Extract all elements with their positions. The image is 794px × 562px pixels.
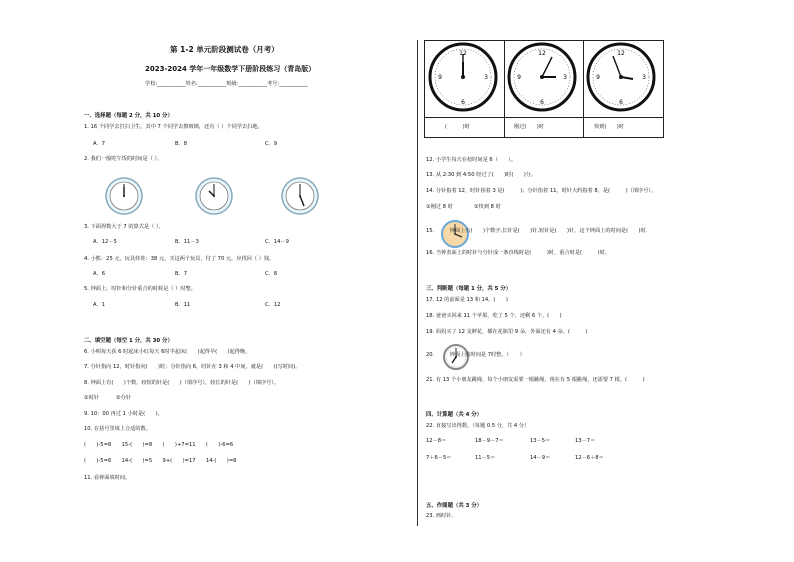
table-clock-2-icon: [507, 42, 577, 112]
question-2: 2. 我们一般吃午饭的时间是（ ）。: [84, 156, 163, 162]
q4-option-b: B．7: [175, 271, 188, 277]
svg-text:6: 6: [619, 99, 623, 106]
question-3: 3. 下面得数大于 7 的算式是（ ）。: [84, 224, 164, 230]
table-cell-3: 快到( )时: [594, 124, 624, 130]
question-16: 16. 当钟表面上的时针与分针成一条直线时是( )时，重合时是( )时。: [426, 250, 610, 256]
calc-item: 11－5＝: [475, 455, 496, 461]
calc-item: 12－8＝: [426, 438, 447, 444]
section-5-header: 五、作图题（共 3 分）: [426, 503, 483, 509]
q5-option-b: B．11: [175, 302, 191, 308]
calc-item: 18－9－7＝: [475, 438, 504, 444]
calc-item: 14－9＝: [530, 455, 551, 461]
q3-option-c: C．14－9: [265, 239, 289, 245]
svg-text:6: 6: [461, 99, 465, 106]
q8-option-1: ①时针: [84, 395, 100, 401]
calc-item: 13－5＝: [530, 438, 551, 444]
column-divider: [417, 40, 418, 526]
question-14: 14. 分针指着 12，时针指着 3 是( )；分针指着 11，时针大约指着 8，是( )（填序号）。: [426, 188, 657, 194]
q10-row-1: ( )-5=8 15-( )=8 ( )+7=11 ( )-6=6: [84, 442, 234, 448]
q1-option-b: B．8: [175, 141, 188, 147]
question-20: 20. 钟面上的时间是 7时整。（ ）: [426, 352, 525, 358]
q14-option-1: ①刚过 8 时: [426, 204, 453, 210]
q2-clock-c-icon: [280, 176, 320, 216]
q10-row-2: ( )-5=6 14-( )=5 9+( )=17 14-( )=8: [84, 458, 237, 464]
question-19: 19. 妈妈买了 12 支鲜花，插在花瓶里 9 朵，外面还有 4 朵。( ): [426, 329, 588, 335]
section-2-header: 二、填空题（每空 1 分，共 30 分）: [84, 338, 173, 344]
question-12: 12. 小学生每天在校时间是 6（ ）。: [426, 157, 517, 163]
q5-option-c: C．12: [265, 302, 281, 308]
q3-option-b: B．11－3: [175, 239, 199, 245]
page-title: 第 1-2 单元阶段测试卷（月考）: [170, 45, 279, 54]
student-info-line: 学校:___________姓名:___________班级:___________考号:___________: [145, 81, 308, 87]
calc-item: 7＋6－5＝: [426, 455, 452, 461]
svg-text:3: 3: [484, 74, 488, 81]
svg-text:9: 9: [517, 74, 521, 81]
question-18: 18. 爸爸买回来 11 个苹果，吃了 5 个，还剩 6 个。( ): [426, 313, 562, 319]
svg-text:6: 6: [540, 99, 544, 106]
question-9: 9. 10：00 再过 1 小时是( )。: [84, 411, 163, 417]
q2-clock-b-icon: [194, 176, 234, 216]
question-4: 4. 小熊：25 元，玩具娃娃：38 元，买这两个玩具，付了 70 元，应找回（ ）钱。: [84, 256, 275, 262]
calc-item: 13－7＝: [575, 438, 596, 444]
q1-option-a: A．7: [93, 141, 106, 147]
svg-text:12: 12: [617, 50, 625, 57]
question-8: 8. 钟面上有( )个数，较短的针是( )（填序号），较长的针是( )（填序号）。: [84, 380, 280, 386]
table-cell-2: 刚过( )时: [514, 124, 544, 130]
q3-option-a: A．12－5: [93, 239, 117, 245]
table-cell-1: ( )时: [445, 124, 470, 130]
question-13: 13. 从 2:30 到 4:50 经过了( )时( )分。: [426, 172, 537, 178]
question-1: 1. 16 个同学去打扫卫生，其中 7 个同学去擦玻璃，还有（ ）个同学去扫地。: [84, 124, 263, 130]
question-5: 5. 钟面上，时针和分针重合的时候是（ ）时整。: [84, 286, 196, 292]
question-7: 7. 分针指向 12，时针指向( )时；分针指向 6，时针在 3 和 4 中间，就是( )(写时间)。: [84, 364, 301, 370]
question-15: 15. 钟面上有( )个数字,长针是( )针,短针是( )针，这个钟面上的时间是( )时．: [426, 228, 651, 234]
table-clock-1-icon: [428, 42, 498, 112]
question-23: 23. 画时针。: [426, 513, 457, 519]
q5-option-a: A．1: [93, 302, 106, 308]
svg-text:12: 12: [459, 50, 467, 57]
q1-option-c: C．9: [265, 141, 278, 147]
table-col-divider: [583, 41, 584, 137]
question-11: 11. 看钟面填时间。: [84, 475, 131, 481]
svg-text:9: 9: [438, 74, 442, 81]
svg-text:3: 3: [563, 74, 567, 81]
q8-option-2: ②分针: [116, 395, 132, 401]
calc-item: 12－6＋8＝: [575, 455, 604, 461]
page-subtitle: 2023-2024 学年一年级数学下册阶段练习（青岛版）: [145, 65, 316, 73]
question-17: 17. 12 的前面是 13 和 14。( ): [426, 297, 508, 303]
section-1-header: 一、选择题（每题 2 分，共 10 分）: [84, 113, 173, 119]
svg-text:3: 3: [642, 74, 646, 81]
svg-text:12: 12: [538, 50, 546, 57]
table-col-divider: [504, 41, 505, 137]
question-10: 10. 在括号里填上合适的数。: [84, 426, 151, 432]
section-3-header: 三、判断题（每题 1 分，共 5 分）: [426, 286, 512, 292]
table-clock-3-icon: [586, 42, 656, 112]
question-6: 6. 小明每天获 6 时起床小红每天 6时半起床( )起得早( )起得晚。: [84, 349, 251, 355]
table-row-divider: [425, 117, 663, 118]
q2-clock-a-icon: [104, 176, 144, 216]
question-22: 22. 直接写出得数。（每题 0.5 分，共 4 分）: [426, 423, 530, 429]
question-21: 21. 有 13 个小朋友跳绳，每个小朋友需要一根跳绳，现在有 5 根跳绳，还需要 7 根。( ): [426, 377, 645, 383]
svg-text:9: 9: [596, 74, 600, 81]
q14-option-2: ②快到 8 时: [474, 204, 501, 210]
q4-option-a: A．6: [93, 271, 106, 277]
q4-option-c: C．8: [265, 271, 278, 277]
section-4-header: 四、计算题（共 4 分）: [426, 412, 483, 418]
